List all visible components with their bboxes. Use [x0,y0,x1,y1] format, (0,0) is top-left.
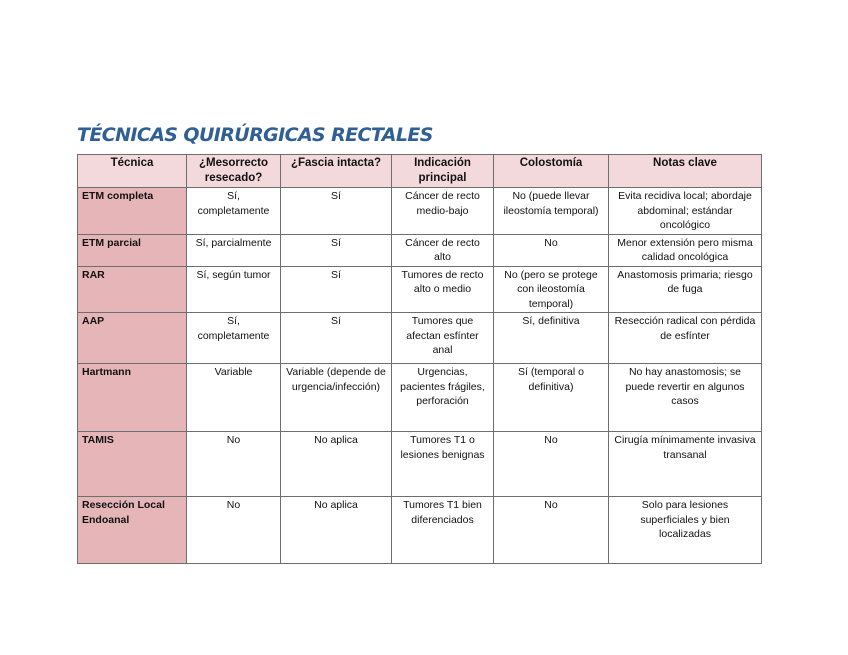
row-technique-cell: AAP [78,313,187,364]
header-notas: Notas clave [609,155,762,188]
table-row [78,188,762,235]
table-cell: Sí, completamente [187,188,281,235]
table-cell: Variable [187,364,281,432]
table-row [78,432,762,497]
table-cell: Sí (temporal o definitiva) [494,364,609,432]
table-cell: Sí, definitiva [494,313,609,364]
table-cell: Sí, completamente [187,313,281,364]
table-cell: Solo para lesiones superficiales y bien localizadas [609,497,762,564]
techniques-table [77,154,762,564]
table-cell: Resección radical con pérdida de esfínter [609,313,762,364]
header-fascia: ¿Fascia intacta? [281,155,392,188]
table-cell: No [187,432,281,497]
row-technique-cell: Resección Local Endoanal [78,497,187,564]
table-cell: Tumores de recto alto o medio [392,266,494,313]
table-cell: No [494,497,609,564]
table-row [78,364,762,432]
row-technique-cell: Hartmann [78,364,187,432]
table-cell: Cáncer de recto medio-bajo [392,188,494,235]
table-cell: Variable (depende de urgencia/infección) [281,364,392,432]
table-cell: Sí, parcialmente [187,234,281,266]
table-cell: Urgencias, pacientes frágiles, perforación [392,364,494,432]
row-technique-cell: ETM parcial [78,234,187,266]
table-cell: Tumores T1 o lesiones benignas [392,432,494,497]
table-header-row [78,155,762,188]
table-cell: Sí, según tumor [187,266,281,313]
table-cell: No (pero se protege con ileostomía temporal) [494,266,609,313]
table-cell: Sí [281,266,392,313]
table-cell: Evita recidiva local; abordaje abdominal; estándar oncológico [609,188,762,235]
table-cell: Sí [281,234,392,266]
table-row [78,313,762,364]
table-cell: No aplica [281,432,392,497]
table-cell: No [187,497,281,564]
row-technique-cell: TAMIS [78,432,187,497]
document-title: TÉCNICAS QUIRÚRGICAS RECTALES [77,124,433,146]
table-cell: Sí [281,313,392,364]
table-cell: Cáncer de recto alto [392,234,494,266]
table-cell: Tumores que afectan esfínter anal [392,313,494,364]
table-cell: Menor extensión pero misma calidad oncológica [609,234,762,266]
table-cell: Tumores T1 bien diferenciados [392,497,494,564]
table-row [78,266,762,313]
table-cell: No aplica [281,497,392,564]
table-row [78,234,762,266]
table-cell: Cirugía mínimamente invasiva transanal [609,432,762,497]
table-cell: No hay anastomosis; se puede revertir en algunos casos [609,364,762,432]
table-cell: No [494,234,609,266]
row-technique-cell: RAR [78,266,187,313]
table-row [78,497,762,564]
table-cell: Sí [281,188,392,235]
table-cell: No (puede llevar ileostomía temporal) [494,188,609,235]
row-technique-cell: ETM completa [78,188,187,235]
table-cell: No [494,432,609,497]
header-tecnica: Técnica [78,155,187,188]
header-indicacion: Indicación principal [392,155,494,188]
table-cell: Anastomosis primaria; riesgo de fuga [609,266,762,313]
header-mesorrecto: ¿Mesorrecto resecado? [187,155,281,188]
header-colostomia: Colostomía [494,155,609,188]
